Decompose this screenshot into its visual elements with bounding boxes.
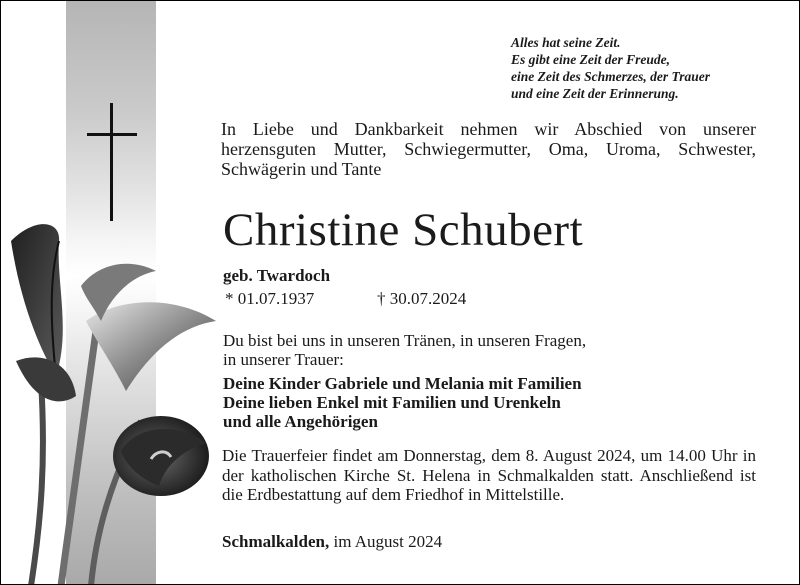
mourners-block (223, 374, 703, 431)
mourner-line: und alle Angehörigen (223, 412, 378, 431)
birth-date: * 01.07.1937 (225, 289, 315, 308)
death-date: † 30.07.2024 (377, 289, 467, 308)
quote-line: Alles hat seine Zeit. (511, 35, 621, 50)
service-details: Die Trauerfeier findet am Donnerstag, dem 8. August 2024, um 14.00 Uhr in der katholischen Kirche St. Helena in Schmalkalden statt. Anschließend ist die Erdbestattung auf dem Friedhof in Mittelstille. (222, 446, 756, 504)
quote-line: eine Zeit des Schmerzes, der Trauer (511, 69, 710, 84)
deceased-name: Christine Schubert (223, 204, 584, 256)
quote-line: und eine Zeit der Erinnerung. (511, 86, 679, 101)
cross-icon (87, 103, 137, 221)
poem-line: in unserer Trauer: (223, 350, 344, 369)
place-city: Schmalkalden, (222, 532, 330, 551)
place-date: im August 2024 (333, 532, 443, 551)
intro-text: In Liebe und Dankbarkeit nehmen wir Abschied von unserer herzensguten Mutter, Schwiegermutter, Oma, Uroma, Schwester, Schwägerin und Tante (221, 119, 756, 179)
place-and-date (222, 532, 442, 552)
mourner-line: Deine Kinder Gabriele und Melania mit Familien (223, 374, 582, 393)
quote-line: Es gibt eine Zeit der Freude, (511, 52, 670, 67)
life-dates (225, 289, 467, 309)
maiden-name: geb. Twardoch (223, 266, 331, 285)
quote-block (511, 34, 771, 102)
calla-lily-illustration (1, 211, 221, 585)
poem-block (223, 331, 703, 369)
mourner-line: Deine lieben Enkel mit Familien und Urenkeln (223, 393, 561, 412)
poem-line: Du bist bei uns in unseren Tränen, in unseren Fragen, (223, 331, 587, 350)
